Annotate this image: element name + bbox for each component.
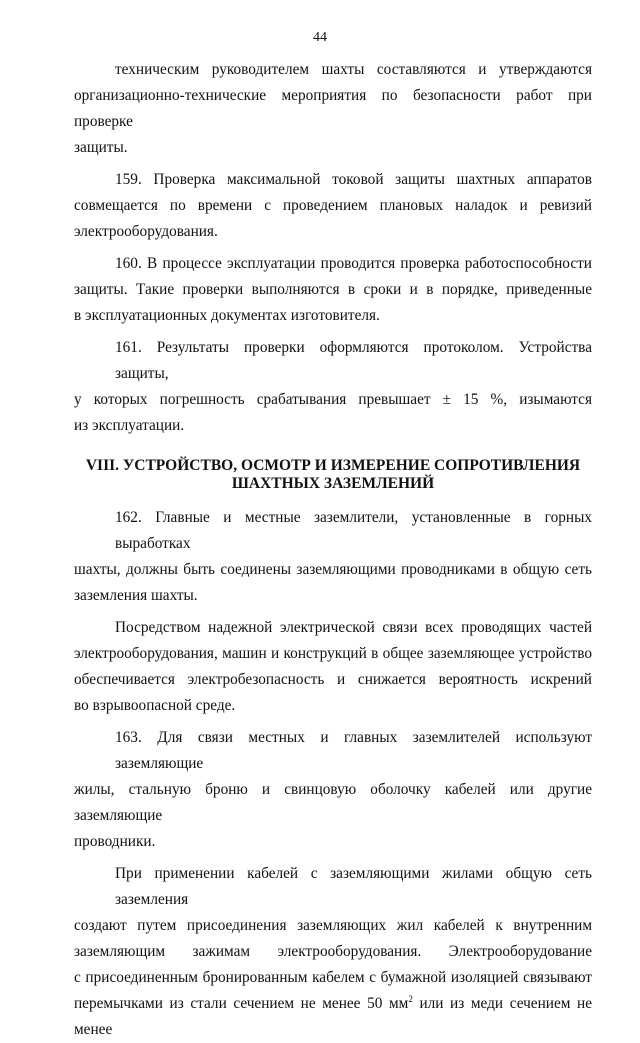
text-line: проводники. <box>74 833 156 850</box>
paragraph-160 <box>74 251 592 329</box>
text-line: защиты. Такие проверки выполняются в сроки и в порядке, приведенные <box>74 281 592 298</box>
text-line: защиты. <box>74 139 128 156</box>
text-line: обеспечивается электробезопасность и снижается вероятность искрений <box>74 671 592 688</box>
text-line: жилы, стальную броню и свинцовую оболочку кабелей или другие заземляющие <box>74 781 592 824</box>
text-line: заземляющим зажимам электрооборудования. Электрооборудование <box>74 943 592 960</box>
text-line: из эксплуатации. <box>74 417 185 434</box>
text-fragment: перемычками из стали сечением не менее 50 мм <box>74 995 409 1012</box>
text-line: заземления шахты. <box>74 587 198 604</box>
paragraph-159 <box>74 167 592 245</box>
text-line: 159. Проверка максимальной токовой защиты шахтных аппаратов <box>115 171 592 188</box>
text-line: техническим руководителем шахты составляются и утверждаются <box>115 61 592 78</box>
document-body <box>74 57 592 1043</box>
paragraph-162 <box>74 505 592 609</box>
section-heading-line-2: ШАХТНЫХ ЗАЗЕМЛЕНИЙ <box>231 475 435 492</box>
paragraph <box>74 57 592 161</box>
text-line: 163. Для связи местных и главных заземлителей используют заземляющие <box>115 729 592 772</box>
text-line: 161. Результаты проверки оформляются протоколом. Устройства защиты, <box>115 339 592 382</box>
paragraph-163 <box>74 725 592 855</box>
text-line: электрооборудования, машин и конструкций в общее заземляющее устройство <box>74 645 592 662</box>
text-line: шахты, должны быть соединены заземляющими проводниками в общую сеть <box>74 561 592 578</box>
section-heading-line-1: VIII. УСТРОЙСТВО, ОСМОТР И ИЗМЕРЕНИЕ СОПРОТИВЛЕНИЯ <box>85 457 581 474</box>
text-line: во взрывоопасной среде. <box>74 697 236 714</box>
paragraph-161 <box>74 335 592 439</box>
text-line: Посредством надежной электрической связи всех проводящих частей <box>115 619 592 636</box>
text-line <box>74 991 592 1043</box>
text-line: совмещается по времени с проведением плановых наладок и ревизий <box>74 197 592 214</box>
text-line: создают путем присоединения заземляющих жил кабелей к внутренним <box>74 917 592 934</box>
section-heading <box>74 457 592 493</box>
paragraph <box>74 615 592 719</box>
text-line: в эксплуатационных документах изготовителя. <box>74 307 380 324</box>
text-line: При применении кабелей с заземляющими жилами общую сеть заземления <box>115 865 592 908</box>
text-line: организационно-технические мероприятия по безопасности работ при проверке <box>74 87 592 130</box>
text-fragment: или из меди сечением не менее <box>74 995 593 1038</box>
text-line: у которых погрешность срабатывания превышает ± 15 %, изымаются <box>74 391 592 408</box>
text-line: с присоединенным бронированным кабелем с бумажной изоляцией связывают <box>74 969 592 986</box>
text-line: 162. Главные и местные заземлители, установленные в горных выработках <box>115 509 592 552</box>
text-line: электрооборудования. <box>74 223 218 240</box>
page-number: 44 <box>313 30 327 45</box>
text-line: 160. В процессе эксплуатации проводится проверка работоспособности <box>115 255 592 272</box>
paragraph <box>74 861 592 1043</box>
superscript: 2 <box>408 993 413 1004</box>
